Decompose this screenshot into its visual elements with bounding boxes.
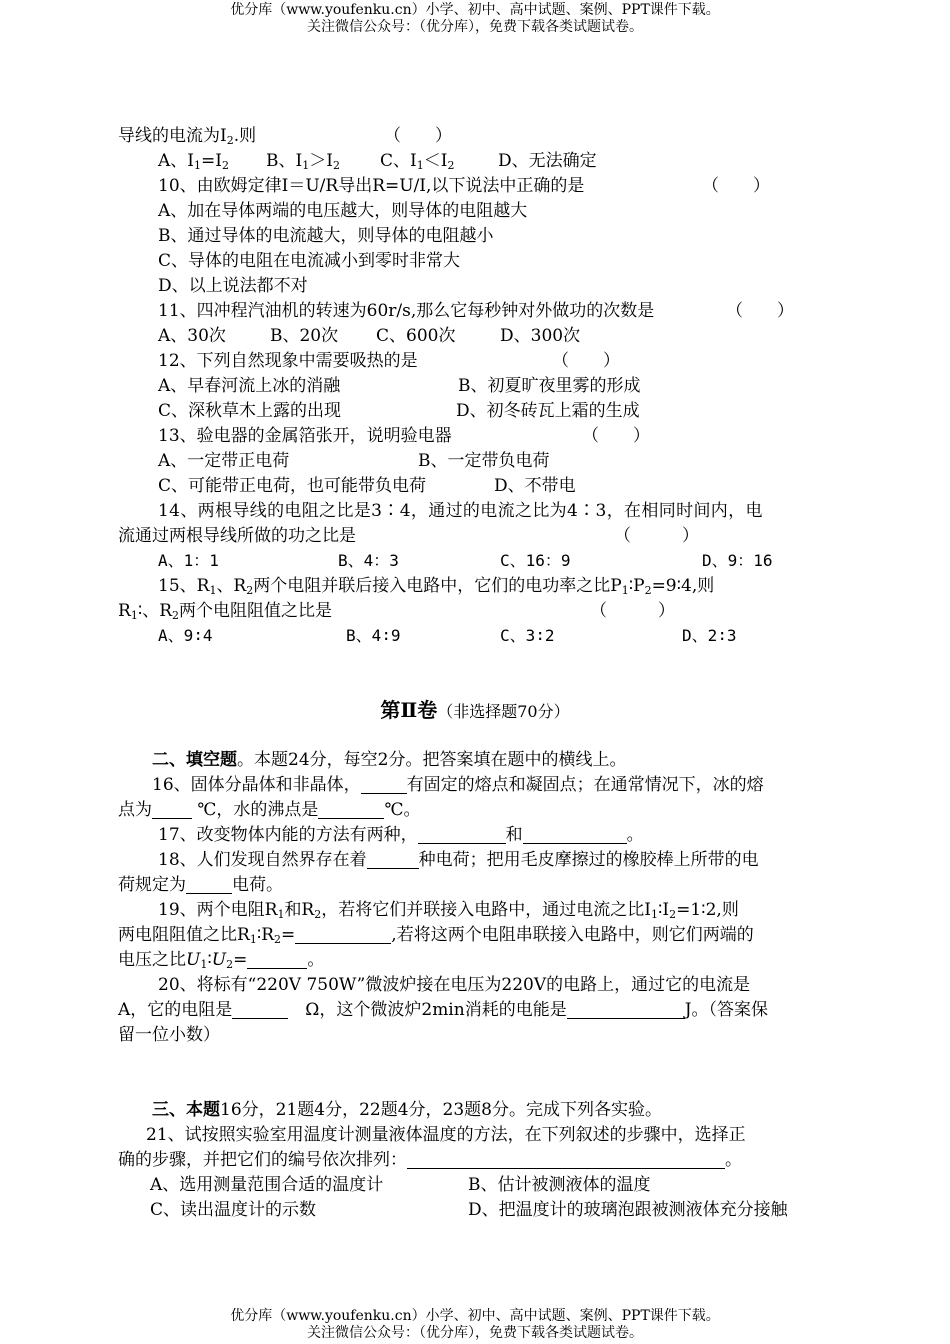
q12-stem: 12、下列自然现象中需要吸热的是 （ ） [158,351,620,371]
q12-option-b: B、初夏旷夜里雾的形成 [458,376,641,396]
q19-line2: 两电阻阻值之比$R_1∶R_2=$ ,若将这两个电阻串联接入电路中，则它们两端的 [118,925,754,946]
q11-answer-paren: （ ） [726,301,794,321]
q15-stem-line2: $R_1∶$、$R_2$两个电阻阻值之比是 （ ） [118,601,675,622]
q13-option-d: D、不带电 [494,476,576,496]
footer-line-1: 优分库（www.youfenku.cn）小学、初中、高中试题、案例、PPT课件下载。 [230,1308,720,1324]
q20-line3: 留一位小数） [118,1025,220,1045]
q9-option-d: D、无法确定 [498,151,597,171]
q15-option-a: A、9∶4 [158,626,213,645]
q14-option-c: C、16：9 [500,551,571,570]
q15-option-c: C、3∶2 [500,626,555,645]
q13-option-b: B、一定带负电荷 [418,451,550,471]
q21-blank[interactable] [407,1150,725,1169]
q14-option-d: D、9：16 [702,551,773,570]
q16-blank-2[interactable] [152,800,192,819]
q11-option-b: B、20次 [270,326,339,346]
q10-option-d: D、以上说法都不对 [158,276,308,296]
q21-line2: 确的步骤，并把它们的编号依次排列： 。 [118,1150,742,1170]
q12-option-a: A、早春河流上冰的消融 [158,376,341,396]
q11-option-d: D、300次 [500,326,581,346]
q9-stem-continuation: 导线的电流为$I_2$.则 （ ） [118,126,452,147]
q16-blank-1[interactable] [361,775,407,794]
q13-answer-paren: （ ） [582,426,650,446]
q12-option-d: D、初冬砖瓦上霜的生成 [456,401,640,421]
q20-line2: A，它的电阻是 Ω，这个微波炉2min消耗的电能是 J。（答案保 [118,1000,769,1020]
q13-option-a: A、一定带正电荷 [158,451,290,471]
q21-option-c: C、读出温度计的示数 [150,1200,317,1220]
q20-blank-2[interactable] [567,1000,685,1019]
page-header [0,2,950,36]
q9-answer-paren: （ ） [384,126,452,146]
q10-option-b: B、通过导体的电流越大，则导体的电阻越小 [158,226,494,246]
q21-option-a: A、选用测量范围合适的温度计 [150,1175,384,1195]
footer-line-2: 关注微信公众号：（优分库），免费下载各类试题试卷。 [307,1325,643,1341]
q18-line2: 荷规定为 电荷。 [118,875,283,895]
q11-option-a: A、30次 [158,326,226,346]
part2-subtitle: （非选择题70分） [437,702,570,721]
q14-option-b: B、4：3 [338,551,399,570]
q21-line1: 21、试按照实验室用温度计测量液体温度的方法，在下列叙述的步骤中，选择正 [146,1125,746,1145]
q14-stem-line1: 14、两根导线的电阻之比是3∶4，通过的电流之比为4∶3，在相同时间内，电 [158,501,763,521]
q13-stem: 13、验电器的金属箔张开，说明验电器 （ ） [158,426,650,446]
q16-line2: 点为 ℃，水的沸点是 ℃。 [118,800,421,820]
q20-blank-1[interactable] [232,1000,288,1019]
q15-answer-paren: （ ） [590,601,675,621]
q9-option-b: B、$I_1>I_2$ [266,151,340,172]
q19-line1: 19、两个电阻$R_1$和$R_2$，若将它们并联接入电路中，通过电流之比$I_1∶I_2=1∶2$,则 [158,900,739,921]
q18-blank-2[interactable] [186,875,232,894]
section2-heading: 二、填空题。本题24分，每空2分。把答案填在题中的横线上。 [152,750,627,770]
q11-stem: 11、四冲程汽油机的转速为60r/s,那么它每秒钟对外做功的次数是 （ ） [158,301,794,321]
q17-blank-2[interactable] [523,825,627,844]
q20-line1: 20、将标有“220V 750W”微波炉接在电压为220V的电路上，通过它的电流是 [158,975,751,995]
q12-option-c: C、深秋草木上露的出现 [158,401,342,421]
q10-stem: 10、由欧姆定律I＝U/R导出R=U/I,以下说法中正确的是 （ ） [158,176,770,196]
q17-blank-1[interactable] [418,825,506,844]
q9-option-a: A、$I_1=I_2$ [158,151,229,172]
q10-option-a: A、加在导体两端的电压越大，则导体的电阻越大 [158,201,528,221]
q19-line3: 电压之比$U_1∶U_2=$ 。 [118,950,325,971]
q9-option-c: C、$I_1<I_2$ [380,151,455,172]
q11-option-c: C、600次 [376,326,456,346]
q19-blank-1[interactable] [295,925,391,944]
part2-title: 第Ⅱ卷（非选择题70分） [380,698,570,722]
header-line-1: 优分库（www.youfenku.cn）小学、初中、高中试题、案例、PPT课件下载。 [230,2,720,18]
q15-option-b: B、4∶9 [346,626,401,645]
q18-blank-1[interactable] [367,850,419,869]
q13-option-c: C、可能带正电荷，也可能带负电荷 [158,476,427,496]
q19-blank-2[interactable] [247,950,307,969]
q10-answer-paren: （ ） [702,176,770,196]
q15-stem-line1: 15、$R_1$、$R_2$两个电阻并联后接入电路中，它们的电功率之比$P_1∶P_2=9∶4$,则 [158,576,715,597]
q10-option-c: C、导体的电阻在电流减小到零时非常大 [158,251,461,271]
q15-option-d: D、2∶3 [682,626,737,645]
header-line-2: 关注微信公众号：（优分库），免费下载各类试题试卷。 [307,19,643,35]
q14-option-a: A、1：1 [158,551,219,570]
q16-blank-3[interactable] [318,800,384,819]
page-footer [0,1308,950,1342]
q21-option-b: B、估计被测液体的温度 [468,1175,651,1195]
q18-line1: 18、人们发现自然界存在着 种电荷；把用毛皮摩擦过的橡胶棒上所带的电 [158,850,759,870]
section3-heading: 三、本题16分，21题4分，22题4分，23题8分。完成下列各实验。 [152,1100,662,1120]
q21-option-d: D、把温度计的玻璃泡跟被测液体充分接触 [468,1200,788,1220]
q14-answer-paren: （ ） [614,526,699,546]
q14-stem-line2: 流通过两根导线所做的功之比是 （ ） [118,526,699,546]
q16-line1: 16、固体分晶体和非晶体， 有固定的熔点和凝固点；在通常情况下，冰的熔 [152,775,764,795]
q17-line: 17、改变物体内能的方法有两种， 和 。 [158,825,644,845]
q12-answer-paren: （ ） [552,351,620,371]
